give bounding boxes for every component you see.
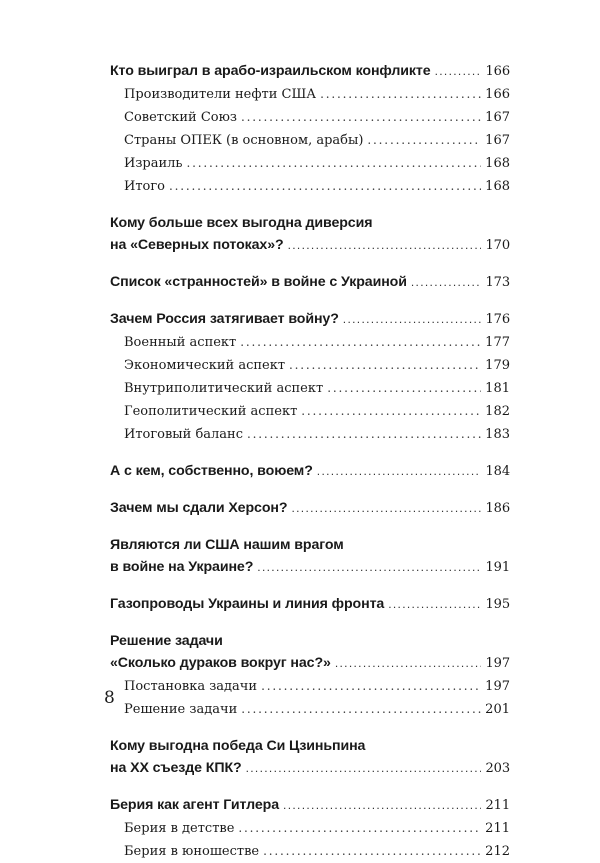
dot-leader [288, 234, 482, 256]
dot-leader [335, 652, 482, 674]
toc-subentry [110, 423, 510, 446]
toc-entry-page: 197 [485, 656, 510, 671]
toc-subentry-title: Решение задачи [124, 702, 238, 717]
toc-subentry [110, 129, 510, 152]
toc-entry [110, 534, 510, 579]
toc-subentry-title: Внутриполитический аспект [124, 381, 324, 396]
dot-leader [301, 400, 481, 423]
dot-leader [320, 83, 481, 106]
dot-leader [327, 377, 481, 400]
toc-entry [110, 630, 510, 721]
toc-subentry-title: Геополитический аспект [124, 404, 298, 419]
toc-entry [110, 271, 510, 294]
dot-leader [241, 698, 481, 721]
dot-leader [283, 794, 481, 816]
toc-entry-page: 211 [485, 798, 510, 813]
toc-subentry-page: 212 [485, 844, 510, 859]
dot-leader [261, 675, 481, 698]
toc-entry-title: Кто выиграл в арабо-израильском конфликте [110, 63, 431, 79]
table-of-contents [110, 60, 510, 863]
dot-leader [257, 556, 481, 578]
toc-entry-page: 186 [485, 501, 510, 516]
toc-entry-page: 173 [485, 275, 510, 290]
toc-subentry-title: Итого [124, 179, 165, 194]
toc-subentry [110, 675, 510, 698]
toc-subentry [110, 175, 510, 198]
toc-subentry-page: 168 [485, 179, 510, 194]
toc-subentry-page: 166 [485, 87, 510, 102]
toc-entry-title: Берия как агент Гитлера [110, 797, 280, 813]
toc-entry-page: 170 [485, 238, 510, 253]
dot-leader [317, 460, 482, 482]
toc-entry-page: 195 [485, 597, 510, 612]
toc-entry-title: Кому больше всех выгодна диверсия [110, 215, 373, 231]
dot-leader [187, 152, 482, 175]
toc-entry-page: 166 [485, 64, 510, 79]
toc-subentry-title: Советский Союз [124, 110, 238, 125]
toc-subentry-title: Экономический аспект [124, 358, 286, 373]
dot-leader [246, 757, 482, 779]
toc-subentry [110, 840, 510, 863]
toc-subentry [110, 400, 510, 423]
toc-entry-page: 191 [485, 560, 510, 575]
toc-subentry-page: 197 [485, 679, 510, 694]
toc-subentry-title: Итоговый баланс [124, 427, 243, 442]
toc-entry-title: на «Северных потоках»? [110, 237, 284, 253]
toc-subentry [110, 698, 510, 721]
toc-entry [110, 593, 510, 616]
toc-entry-title: Зачем мы сдали Херсон? [110, 500, 288, 516]
toc-entry-page: 176 [485, 312, 510, 327]
dot-leader [411, 271, 482, 293]
toc-subentry [110, 377, 510, 400]
toc-entry-page: 184 [485, 464, 510, 479]
toc-entry [110, 735, 510, 780]
dot-leader [238, 817, 481, 840]
toc-subentry [110, 817, 510, 840]
toc-entry [110, 308, 510, 446]
toc-entry [110, 212, 510, 257]
toc-entry [110, 794, 510, 863]
toc-subentry-title: Берия в юношестве [124, 844, 260, 859]
toc-entry-title: Зачем Россия затягивает войну? [110, 311, 339, 327]
dot-leader [291, 497, 481, 519]
toc-entry-title: Решение задачи [110, 633, 223, 649]
toc-subentry-title: Постановка задачи [124, 679, 258, 694]
toc-entry-title: на XX съезде КПК? [110, 760, 242, 776]
toc-subentry-title: Страны ОПЕК (в основном, арабы) [124, 133, 364, 148]
toc-subentry-title: Производители нефти США [124, 87, 317, 102]
toc-entry [110, 460, 510, 483]
page-number: 8 [104, 688, 115, 708]
toc-subentry-page: 167 [485, 133, 510, 148]
dot-leader [169, 175, 481, 198]
toc-entry [110, 60, 510, 198]
toc-subentry [110, 331, 510, 354]
toc-subentry-page: 183 [485, 427, 510, 442]
toc-entry [110, 497, 510, 520]
toc-subentry [110, 83, 510, 106]
dot-leader [388, 593, 481, 615]
toc-subentry-page: 211 [485, 821, 510, 836]
toc-subentry-page: 177 [485, 335, 510, 350]
dot-leader [343, 308, 482, 330]
dot-leader [435, 60, 482, 82]
toc-subentry-page: 182 [485, 404, 510, 419]
toc-subentry-page: 167 [485, 110, 510, 125]
toc-subentry-page: 201 [485, 702, 510, 717]
dot-leader [240, 331, 481, 354]
toc-subentry [110, 152, 510, 175]
toc-subentry [110, 106, 510, 129]
toc-subentry-title: Берия в детстве [124, 821, 235, 836]
toc-subentry-page: 181 [485, 381, 510, 396]
toc-entry-title: Кому выгодна победа Си Цзиньпина [110, 738, 366, 754]
toc-entry-title: в войне на Украине? [110, 559, 254, 575]
toc-entry-title: «Сколько дураков вокруг нас?» [110, 655, 331, 671]
toc-entry-page: 203 [485, 761, 510, 776]
toc-entry-title: Являются ли США нашим врагом [110, 537, 344, 553]
toc-subentry-title: Израиль [124, 156, 183, 171]
toc-subentry [110, 354, 510, 377]
toc-entry-title: Газопроводы Украины и линия фронта [110, 596, 385, 612]
dot-leader [263, 840, 481, 863]
toc-subentry-page: 168 [485, 156, 510, 171]
dot-leader [241, 106, 481, 129]
dot-leader [289, 354, 481, 377]
dot-leader [247, 423, 481, 446]
toc-subentry-page: 179 [485, 358, 510, 373]
toc-subentry-title: Военный аспект [124, 335, 237, 350]
toc-entry-title: Список «странностей» в войне с Украиной [110, 274, 407, 290]
toc-entry-title: А с кем, собственно, воюем? [110, 463, 313, 479]
dot-leader [367, 129, 481, 152]
